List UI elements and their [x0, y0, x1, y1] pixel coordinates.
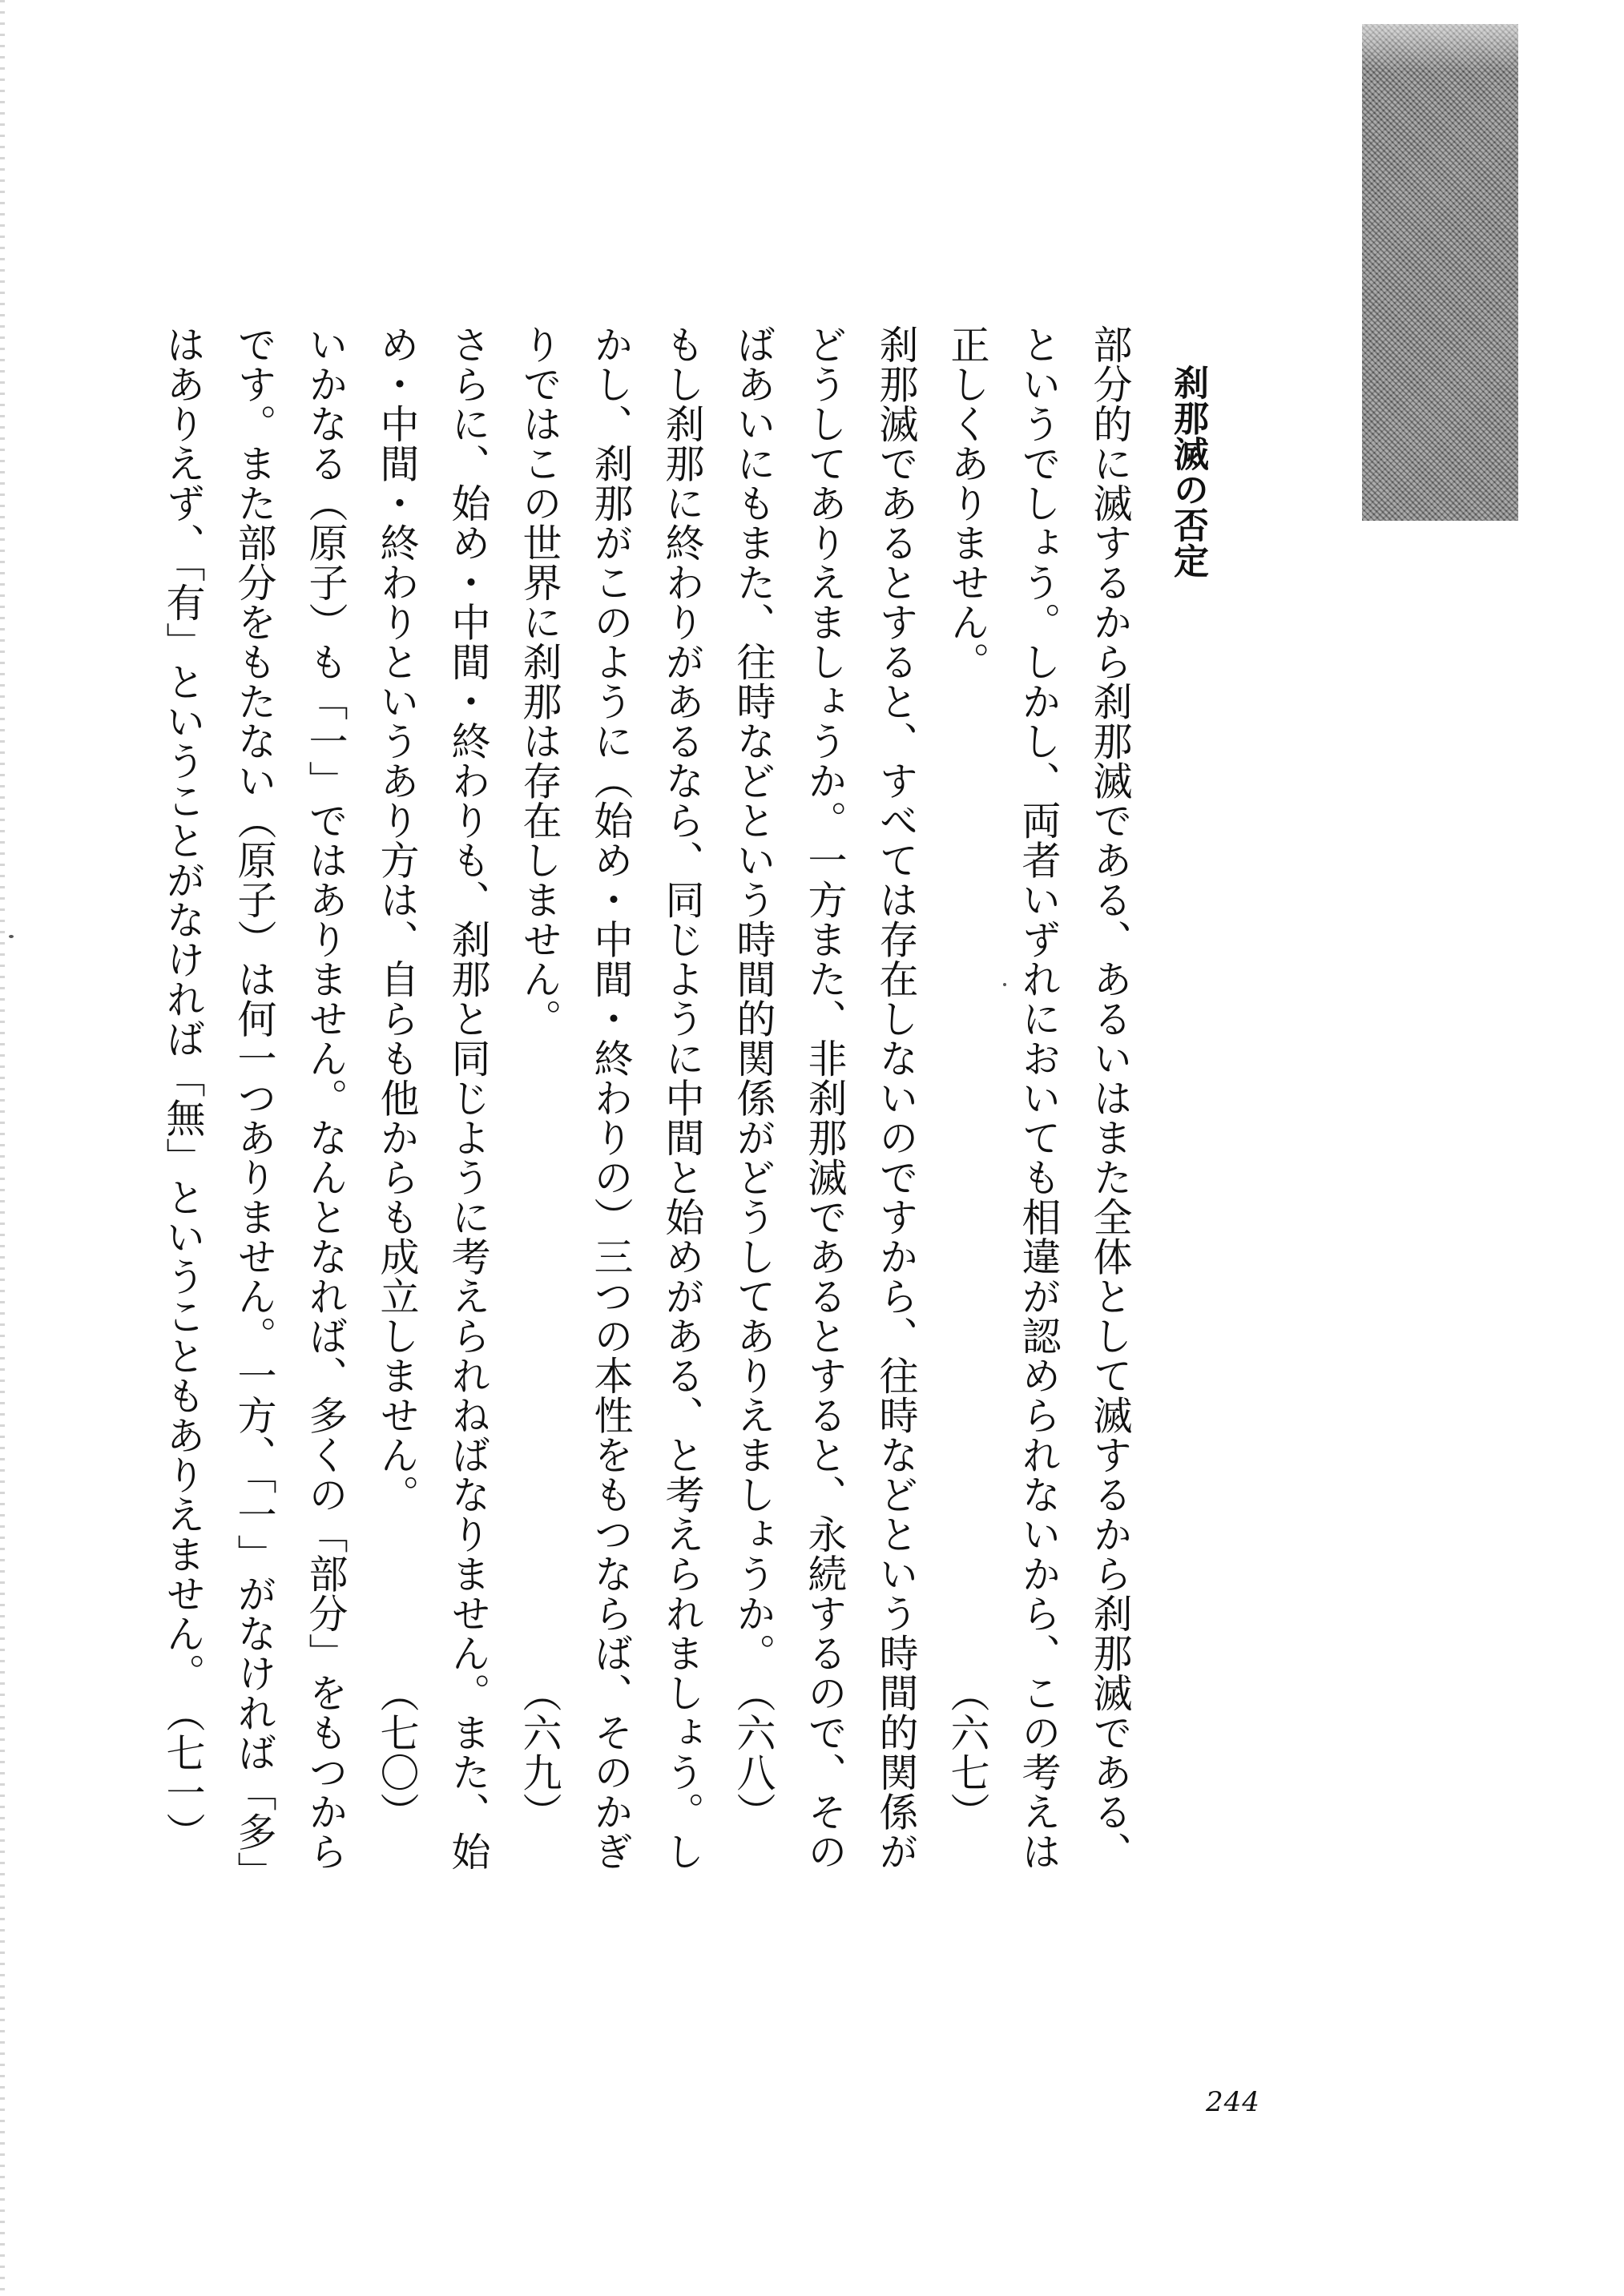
text-line: というでしょう。しかし、両者いずれにおいても相違が認められないから、この考えは: [1016, 324, 1062, 1871]
thumb-index-tab-edge: [1362, 22, 1518, 70]
scan-margin-shadow: [0, 0, 5, 2296]
text-line: いかなる（原子）も「一」ではありません。なんとなれば、多くの「部分」をもつから: [303, 324, 349, 1871]
thumb-index-tab: [1362, 24, 1518, 521]
text-line: もし刹那に終わりがあるなら、同じように中間と始めがある、と考えられましょう。し: [659, 324, 705, 1871]
text-line: め・中間・終わりというあり方は、自らも他からも成立しません。 （七〇）: [374, 324, 420, 1832]
text-line: どうしてありえましょうか。一方また、非刹那滅であるとすると、永続するので、その: [802, 324, 848, 1871]
text-line: ばあいにもまた、往時などという時間的関係がどうしてありえましょうか。 （六八）: [731, 324, 776, 1832]
section-heading: 刹那滅の否定: [1167, 365, 1208, 578]
text-line: 刹那滅であるとすると、すべては存在しないのですから、往時などという時間的関係が: [873, 324, 919, 1871]
text-line: かし、刹那がこのように（始め・中間・終わりの）三つの本性をもつならば、そのかぎ: [588, 324, 634, 1871]
text-line: さらに、始め・中間・終わりも、刹那と同じように考えられねばなりません。また、始: [445, 324, 491, 1871]
text-line: はありえず、「有」ということがなければ「無」ということもありえません。 （七一）: [160, 324, 206, 1852]
text-line: りではこの世界に刹那は存在しません。 （六九）: [517, 324, 562, 1832]
text-line: です。また部分をもたない（原子）は何一つありません。一方、「一」がなければ「多」: [232, 324, 277, 1891]
text-line: 正しくありません。 （六七）: [945, 324, 990, 1832]
text-line: 部分的に滅するから刹那滅である、あるいはまた全体として滅するから刹那滅である、: [1087, 324, 1133, 1871]
vertical-text-block: [147, 324, 1223, 1927]
scan-speck: [1003, 983, 1006, 986]
page-number: 244: [1206, 2086, 1260, 2118]
scan-speck: [9, 935, 14, 938]
